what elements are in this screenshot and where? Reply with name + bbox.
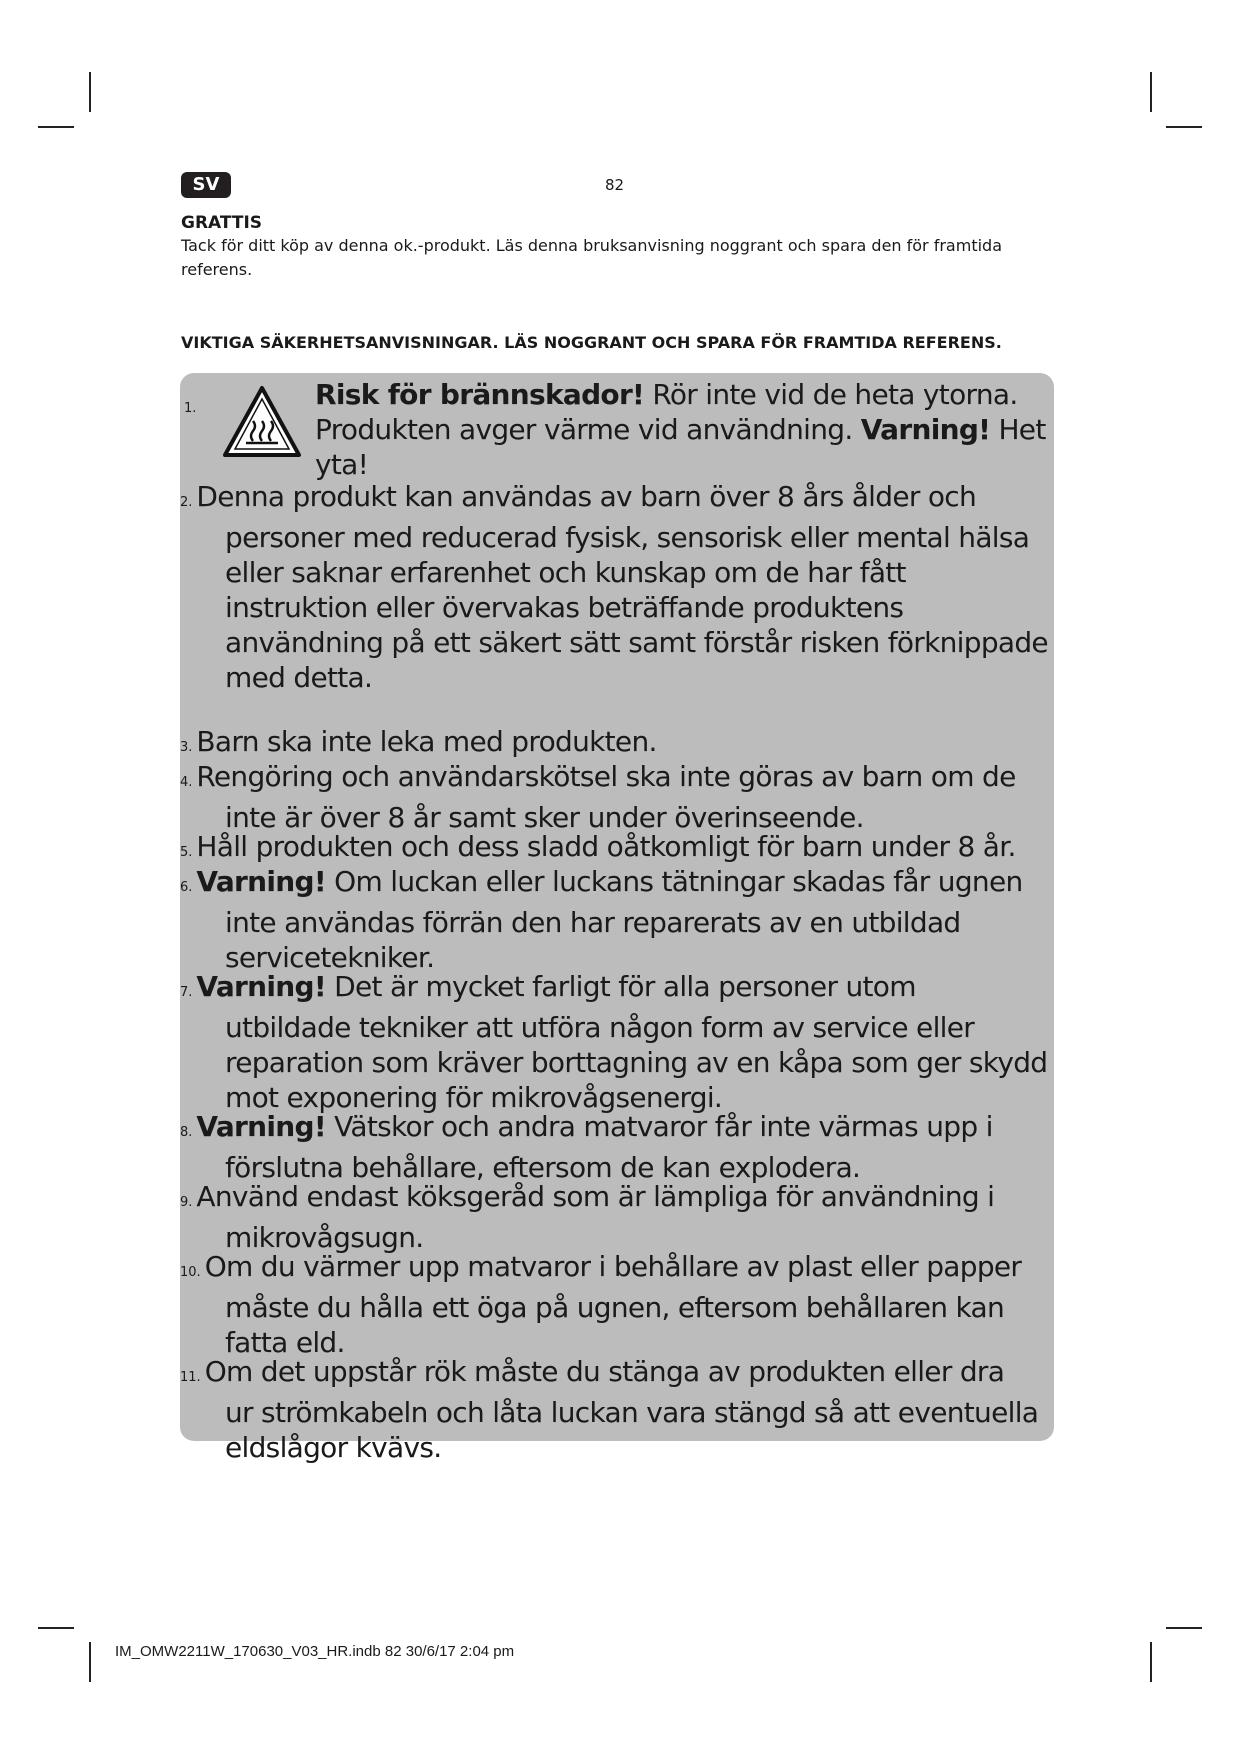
safety-item-4 — [180, 759, 1050, 835]
page-number: 82 — [605, 176, 625, 194]
item-bold: Risk för brännskador! — [315, 378, 645, 411]
safety-item-1 — [180, 377, 1050, 482]
item-text: Rengöring och användarskötsel ska inte göras av barn om de — [196, 760, 1016, 793]
safety-item-10 — [180, 1249, 1050, 1360]
crop-mark — [1150, 1642, 1152, 1682]
intro-text: Tack för ditt köp av denna ok.-produkt. Läs denna bruksanvisning noggrant och spara den för framtida referens. — [181, 236, 1002, 279]
item-number: 7. — [180, 985, 193, 1000]
item-number: 9. — [180, 1195, 193, 1210]
safety-item-2 — [180, 479, 1050, 695]
item-text: inte användas förrän den har reparerats av en utbildad servicetekniker. — [225, 906, 961, 974]
safety-instructions-box — [180, 373, 1054, 1464]
item-text: mikrovågsugn. — [225, 1221, 424, 1254]
crop-mark — [89, 72, 91, 112]
item-bold: Varning! — [196, 970, 326, 1003]
crop-mark — [1166, 1627, 1202, 1629]
print-footer: IM_OMW2211W_170630_V03_HR.indb 82 30/6/17 2:04 pm — [115, 1643, 515, 1660]
item-text: utbildade tekniker att utföra någon form av service eller reparation som kräver borttagning av en kåpa som ger skydd mot exponering för mikrovågsenergi. — [225, 1011, 1048, 1114]
safety-item-11 — [180, 1354, 1050, 1465]
safety-heading: VIKTIGA SÄKERHETSANVISNINGAR. LÄS NOGGRANT OCH SPARA FÖR FRAMTIDA REFERENS. — [181, 333, 1002, 352]
item-text: Vätskor och andra matvaror får inte värmas upp i — [325, 1110, 993, 1143]
item-number: 1. — [184, 401, 197, 416]
crop-mark — [38, 1627, 74, 1629]
crop-mark — [38, 126, 74, 128]
item-number: 10. — [180, 1265, 201, 1280]
item-text: Använd endast köksgeråd som är lämpliga för användning i — [196, 1180, 995, 1213]
item-text: Rör inte vid de heta ytorna. — [644, 378, 1018, 411]
item-text: Barn ska inte leka med produkten. — [196, 725, 657, 758]
language-badge: SV — [181, 172, 231, 198]
safety-item-7 — [180, 969, 1050, 1115]
crop-mark — [1166, 126, 1202, 128]
safety-item-6 — [180, 864, 1050, 975]
item-number: 6. — [180, 880, 193, 895]
item-text: måste du hålla ett öga på ugnen, eftersom behållaren kan fatta eld. — [225, 1291, 1005, 1359]
intro-title: GRATTIS — [181, 213, 263, 233]
item-text: inte är över 8 år samt sker under överinseende. — [225, 801, 864, 834]
hot-surface-warning-icon — [222, 385, 302, 459]
item-text: Denna produkt kan användas av barn över 8 års ålder och — [196, 480, 977, 513]
item-bold: Varning! — [196, 1110, 326, 1143]
crop-mark — [89, 1642, 91, 1682]
item-text: Om luckan eller luckans tätningar skadas får ugnen — [325, 865, 1023, 898]
item-text: personer med reducerad fysisk, sensorisk eller mental hälsa eller saknar erfarenhet och kunskap om de har fått instruktion eller övervakas beträffande produktens användning på ett säkert sätt samt förstår risken förknippade med detta. — [225, 521, 1048, 694]
item-text: Håll produkten och dess sladd oåtkomligt för barn under 8 år. — [196, 830, 1016, 863]
item-text: ur strömkabeln och låta luckan vara stängd så att eventuella eldslågor kvävs. — [225, 1396, 1039, 1464]
item-number: 2. — [180, 495, 193, 510]
item-bold: Varning! — [860, 413, 991, 446]
item-text: Om du värmer upp matvaror i behållare av plast eller papper — [204, 1250, 1022, 1283]
item-text: förslutna behållare, eftersom de kan explodera. — [225, 1151, 861, 1184]
safety-item-9 — [180, 1179, 1050, 1255]
item-number: 3. — [180, 740, 193, 755]
safety-item-8 — [180, 1109, 1050, 1185]
item-number: 4. — [180, 775, 193, 790]
item-text: Het yta! — [315, 413, 1046, 481]
crop-mark — [1150, 72, 1152, 112]
item-bold: Varning! — [196, 865, 326, 898]
item-text: Produkten avger värme vid användning. — [315, 413, 861, 446]
item-number: 8. — [180, 1125, 193, 1140]
item-number: 5. — [180, 845, 193, 860]
item-number: 11. — [180, 1370, 201, 1385]
item-text: Om det uppstår rök måste du stänga av produkten eller dra — [204, 1355, 1005, 1388]
item-text: Det är mycket farligt för alla personer utom — [325, 970, 916, 1003]
